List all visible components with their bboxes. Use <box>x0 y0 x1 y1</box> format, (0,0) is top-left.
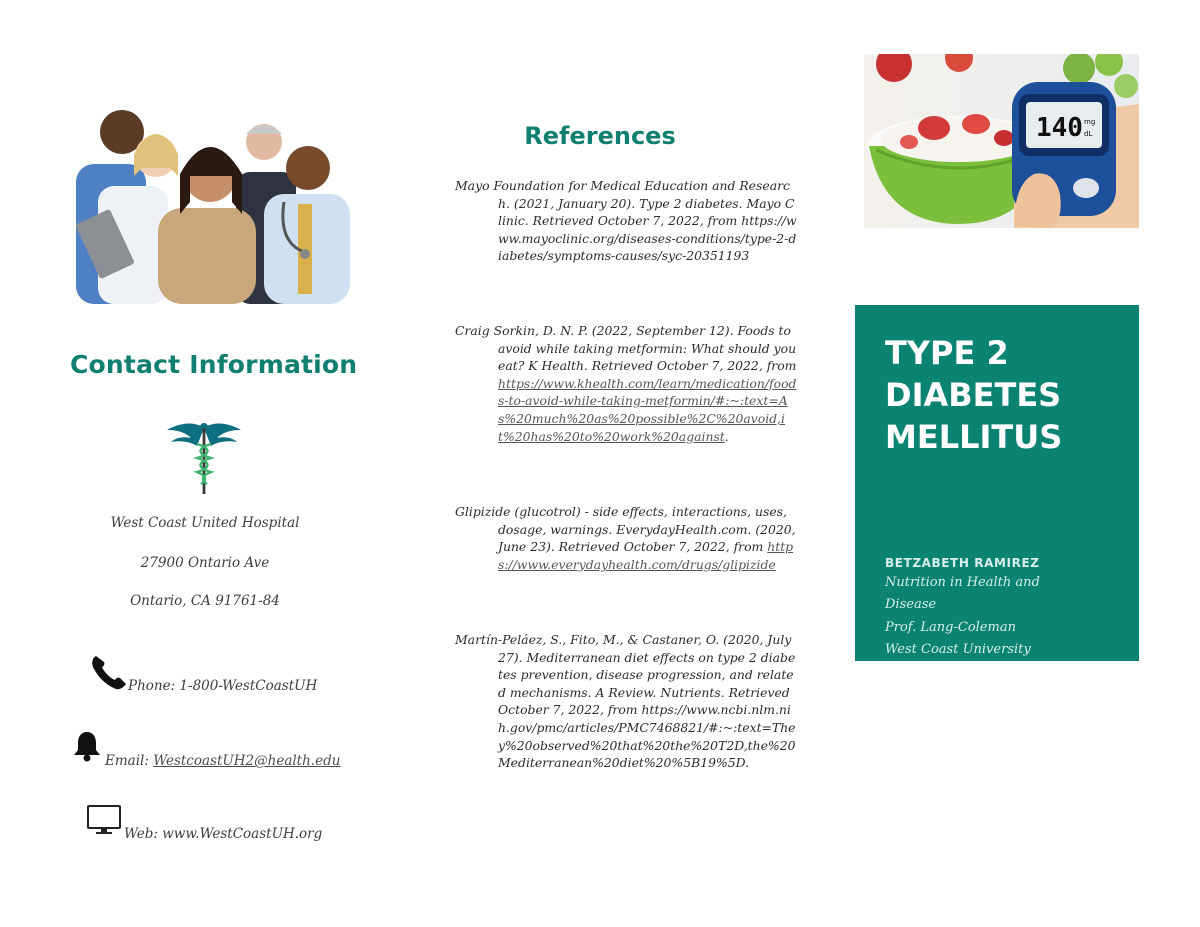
meter-unit-bottom: dL <box>1084 130 1093 138</box>
caduceus-icon <box>167 418 241 496</box>
city-address: Ontario, CA 91761-84 <box>130 593 280 609</box>
reference-link[interactable]: https://www.khealth.com/learn/medication/foods-to-avoid-while-taking-metformin/#:~:text=As%20much%20as%20possible%2C%20avoid,it%20has%20to%20work%20against <box>498 375 797 444</box>
street-address: 27900 Ontario Ave <box>140 555 270 571</box>
cover-title <box>885 332 1125 458</box>
title-line: DIABETES <box>885 376 1062 414</box>
school-name: West Coast University <box>885 642 1031 657</box>
email-link[interactable]: WestcoastUH2@health.edu <box>153 753 341 769</box>
meter-unit-top: mg <box>1084 118 1096 126</box>
phone-icon <box>90 654 128 690</box>
web-text[interactable]: Web: www.WestCoastUH.org <box>124 826 323 842</box>
title-line: TYPE 2 <box>885 334 1009 372</box>
reference-text: Martín-Peláez, S., Fito, M., & Castaner, O. (2020, July 27). Mediterranean diet effects on type 2 diabetes prevention, disease progression, and related mechanisms. A Review. Nutrients. Retrieved October 7, 2022, from https://www.ncbi.nlm.nih.gov/pmc/articles/PMC7468821/#:~:text=They%20observed%20that%20the%20T2D,the%20Mediterranean%20diet%20%5B19%5D. <box>455 632 796 771</box>
course-line-2: Disease <box>885 597 937 612</box>
reference-text: Glipizide (glucotrol) - side effects, interactions, uses, dosage, warnings. EverydayHealth.com. (2020, June 23). Retrieved October 7, 2022, from <box>455 504 796 555</box>
monitor-icon <box>86 804 122 836</box>
title-line: MELLITUS <box>885 418 1063 456</box>
medical-team-photo <box>76 104 350 304</box>
reference-item <box>455 503 798 573</box>
reference-item <box>455 322 798 445</box>
professor-name: Prof. Lang-Coleman <box>885 620 1016 635</box>
email-label: Email: <box>105 753 154 769</box>
reference-text: Mayo Foundation for Medical Education and Research. (2021, January 20). Type 2 diabetes. Mayo Clinic. Retrieved October 7, 2022, from https://www.mayoclinic.org/diseases-conditions/type-2-diabetes/symptoms-causes/syc-20351193 <box>455 178 797 264</box>
reference-suffix: . <box>724 428 729 444</box>
reference-link[interactable]: https://www.everydayhealth.com/drugs/glipizide <box>498 539 794 572</box>
reference-item <box>455 631 798 772</box>
references-heading: References <box>524 122 676 150</box>
glucose-meter-photo <box>864 54 1139 228</box>
reference-item <box>455 177 798 265</box>
reference-text: Craig Sorkin, D. N. P. (2022, September 12). Foods to avoid while taking metformin: What should you eat? K Health. Retrieved October 7, 2022, from <box>455 323 797 374</box>
phone-text: Phone: 1-800-WestCoastUH <box>128 678 318 694</box>
contact-heading: Contact Information <box>70 350 358 379</box>
bell-icon <box>72 730 102 762</box>
author-name: BETZABETH RAMIREZ <box>885 556 1040 570</box>
hospital-name: West Coast United Hospital <box>110 515 300 531</box>
email-row <box>105 753 340 769</box>
meter-reading: 140 <box>1036 113 1083 143</box>
course-line-1: Nutrition in Health and <box>885 575 1040 590</box>
